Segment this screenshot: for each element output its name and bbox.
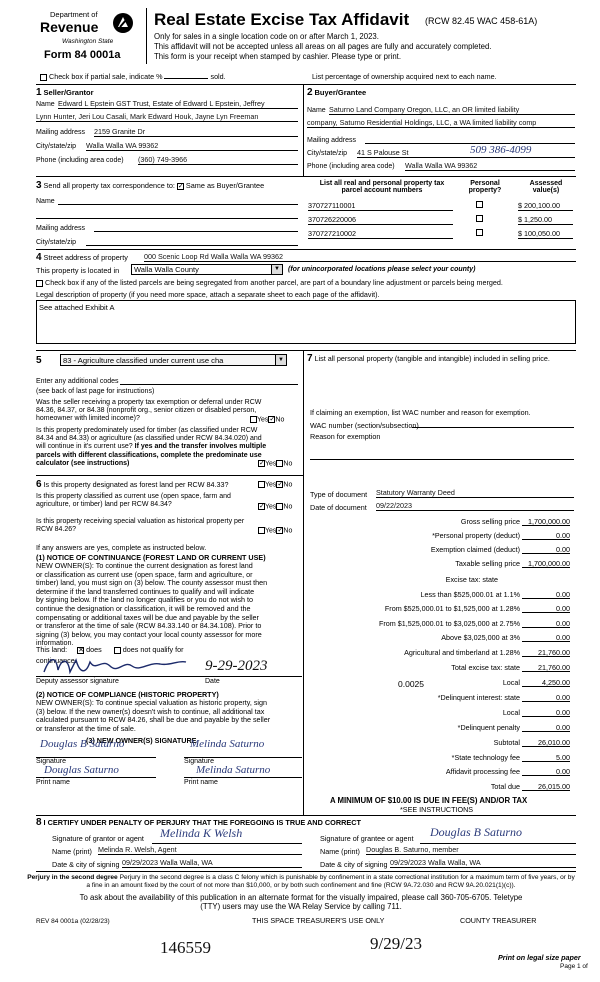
dor-logo bbox=[36, 8, 136, 66]
perjury-note: Perjury in the second degree Perjury in the second degree is a class C felony which is punishable by confinement in a state correctional institution for a maximum term of five years, or by a fine in an amount fixed by the court of not more than $10,000, or by both such confinement and fine (RCW 9A.72.030 and RCW 9A.20.021(1)(c)). bbox=[27, 874, 575, 889]
sec6-q3: Is this property receiving special valuation as historical property per RCW 84.26? bbox=[36, 518, 245, 534]
sec6-q1: 6 Is this property designated as forest land per RCW 84.33? bbox=[36, 479, 229, 490]
codes-label: Enter any additional codes bbox=[36, 378, 119, 385]
legal-label: Legal description of property (if you need more space, attach a separate sheet to each page of the affidavit). bbox=[36, 290, 380, 299]
sec5-q1-answer: Yes✓No bbox=[250, 416, 284, 423]
buyer-handwritten-phone: 509 386-4099 bbox=[470, 144, 532, 156]
tax-row: *Personal property (deduct) 0.00 bbox=[432, 531, 570, 540]
grantor-name-label: Name (print) bbox=[52, 847, 92, 856]
personal-checkbox[interactable] bbox=[476, 201, 483, 208]
seller-mail-label: Mailing address bbox=[36, 129, 86, 136]
reason-input[interactable] bbox=[310, 451, 574, 460]
grantor-date: 09/29/2023 Walla Walla, WA bbox=[122, 858, 302, 868]
sec6-q1-answer: Yes✓No bbox=[258, 481, 292, 488]
buyer-city-label: City/state/zip bbox=[307, 150, 348, 157]
codes-input[interactable] bbox=[120, 376, 298, 385]
sec3-name bbox=[58, 196, 298, 205]
notice2-heading: (2) NOTICE OF COMPLIANCE (HISTORIC PROPERTY) bbox=[36, 690, 219, 699]
certify-heading: 8 I CERTIFY UNDER PENALTY OF PERJURY THAT THE FOREGOING IS TRUE AND CORRECT bbox=[36, 817, 361, 828]
sec3-name-label: Name bbox=[36, 198, 55, 205]
parcel-row: 370727110001 $ 200,100.00 bbox=[308, 201, 573, 212]
seller-name-line2: Lynn Hunter, Jeri Lou Casali, Mark Edward Houk, Jayne Lyn Freeman bbox=[36, 112, 298, 122]
tax-row: Local 0.00 bbox=[502, 708, 570, 717]
notice2-text: NEW OWNER(S): To continue special valuation as historic property, sign (3) below. If the new owner(s) doesn't wish to continue, all additional tax calculated pursuant to RCW 84.26, shall be due and payable by the seller or transferor at the time of sale. bbox=[36, 698, 271, 733]
tax-row: Agricultural and timberland at 1.28% 21,760.00 bbox=[404, 648, 570, 657]
alt-format-note: To ask about the availability of this publication in an alternate format for the visually impaired, please call 360-705-6705. Teletype (TTY) users may use the WA Relay Service by calling 711. bbox=[79, 893, 523, 911]
continuance-label: continuance. bbox=[36, 656, 77, 665]
chevron-down-icon: ▼ bbox=[275, 355, 286, 365]
parcel-header: List all real and personal property tax parcel account numbers bbox=[319, 180, 445, 194]
buyer-phone-label: Phone (including area code) bbox=[307, 163, 395, 170]
assessor-signature bbox=[40, 652, 190, 678]
seller-name-label: Name bbox=[36, 101, 55, 108]
seller-city-label: City/state/zip bbox=[36, 143, 77, 150]
tax-row: Gross selling price 1,700,000.00 bbox=[460, 517, 570, 526]
doctype-label: Type of document bbox=[310, 490, 368, 499]
forest-no-checkbox[interactable]: ✓ bbox=[277, 481, 284, 488]
wac-label: WAC number (section/subsection) bbox=[310, 421, 419, 430]
does-checkbox[interactable]: ✕ bbox=[78, 646, 85, 654]
partial-sale-row: Check box if partial sale, indicate % sold. bbox=[40, 72, 226, 81]
wac-input[interactable] bbox=[412, 419, 574, 428]
parcel-row: 370727210002 $ 100,050.00 bbox=[308, 229, 573, 240]
sec3-mail-label: Mailing address bbox=[36, 225, 86, 232]
county-note: (for unincorporated locations please select your county) bbox=[288, 266, 476, 273]
q1-no-checkbox[interactable]: ✓ bbox=[269, 416, 276, 423]
header-note-3: This form is your receipt when stamped by cashier. Please type or print. bbox=[154, 52, 402, 61]
print-label-1: Print name bbox=[36, 779, 70, 786]
receipt-number: 146559 bbox=[160, 938, 211, 957]
form-title: Real Estate Excise Tax Affidavit bbox=[154, 10, 410, 29]
grantee-name: Douglas B. Saturno, member bbox=[366, 845, 576, 855]
notice1-heading: (1) NOTICE OF CONTINUANCE (FOREST LAND OR CURRENT USE) bbox=[36, 553, 266, 562]
owner2-signature: Melinda Saturno bbox=[190, 738, 265, 750]
county-select[interactable]: Walla Walla County ▼ bbox=[131, 264, 283, 275]
historic-no-checkbox[interactable]: ✓ bbox=[277, 527, 284, 534]
header-note-1: Only for sales in a single location code on or after March 1, 2023. bbox=[154, 32, 379, 41]
chevron-down-icon: ▼ bbox=[271, 265, 282, 274]
washington-state: Washington State bbox=[62, 38, 114, 45]
seller-city: Walla Walla WA 99362 bbox=[86, 141, 298, 151]
grantee-date-label: Date & city of signing bbox=[320, 860, 388, 869]
tax-row: From $525,000.01 to $1,525,000 at 1.28% 0.00 bbox=[384, 604, 570, 613]
buyer-phone: Walla Walla WA 99362 bbox=[405, 161, 575, 171]
doctype-value: Statutory Warranty Deed bbox=[376, 488, 574, 498]
buyer-name-label: Name bbox=[307, 107, 326, 114]
seller-name-line1: Edward L Epstein GST Trust, Estate of Edward L Epstein, Jeffrey bbox=[58, 99, 298, 109]
personal-header: Personal property? bbox=[468, 180, 502, 194]
assessor-date: 9-29-2023 bbox=[205, 658, 268, 674]
buyer-mail-label: Mailing address bbox=[307, 137, 357, 144]
tax-row: *Delinquent interest: state 0.00 bbox=[437, 693, 570, 702]
grantee-signature: Douglas B Saturno bbox=[430, 825, 523, 839]
located-label: This property is located in bbox=[36, 266, 120, 275]
seller-phone: (360) 749-3966 bbox=[138, 155, 298, 165]
sec6-q3-answer: Yes✓No bbox=[258, 527, 292, 534]
tax-row: Subtotal 26,010.00 bbox=[493, 738, 570, 747]
form-number: Form 84 0001a bbox=[44, 49, 121, 61]
q2-yes-checkbox[interactable]: ✓ bbox=[259, 460, 265, 467]
sec5-q2-answer: ✓Yes No bbox=[259, 460, 293, 468]
deputy-label: Deputy assessor signature bbox=[36, 678, 119, 685]
buyer-mail bbox=[365, 135, 575, 144]
buyer-city: 41 S Palouse St bbox=[357, 148, 575, 158]
sec7-heading: 7 List all personal property (tangible and intangible) included in selling price. bbox=[307, 353, 550, 364]
local-rate: 0.0025 bbox=[398, 679, 424, 689]
date-label: Date bbox=[205, 678, 220, 685]
rev-number: REV 84 0001a (02/28/23) bbox=[36, 918, 110, 925]
print-label-2: Print name bbox=[184, 779, 218, 786]
grantor-sig-label: Signature of grantor or agent bbox=[52, 834, 144, 843]
tax-row: Excise tax: state bbox=[445, 575, 498, 584]
codes-note: (see back of last page for instructions) bbox=[36, 388, 155, 395]
receipt-date: 9/29/23 bbox=[370, 934, 422, 953]
segregation-row: Check box if any of the listed parcels are being segregated from another parcel, are part of a boundary line adjustment or parcels being merged. bbox=[36, 278, 503, 287]
sec6-q2: Is this property classified as current use (open space, farm and agriculture, or timber) land per RCW 84.34? bbox=[36, 493, 231, 509]
county-treasurer: COUNTY TREASURER bbox=[460, 916, 537, 925]
q1-yes-checkbox[interactable] bbox=[250, 416, 257, 423]
sec5-q2: Is this property predominately used for timber (as classified under RCW 84.34 and 84.33) or agriculture (as classified under RCW 84.34.020) and will continue in it's current use? If yes and the transfer involves multiple parcels with different classifications, complete the predominate use calculator (see instructions) bbox=[36, 427, 267, 467]
ownership-note: List percentage of ownership acquired next to each name. bbox=[312, 72, 497, 81]
seller-mail: 2159 Granite Dr bbox=[94, 127, 298, 137]
minimum-note: A MINIMUM OF $10.00 IS DUE IN FEE(S) AND/OR TAX bbox=[330, 796, 528, 805]
reason-label: Reason for exemption bbox=[310, 432, 381, 441]
revenue-word: Revenue bbox=[40, 19, 99, 35]
historic-yes-checkbox[interactable] bbox=[258, 527, 265, 534]
sec5-number: 5 bbox=[36, 355, 42, 366]
page-number: Page 1 of bbox=[560, 963, 588, 970]
seller-phone-label: Phone (including area code) bbox=[36, 157, 124, 164]
tax-row: Less than $525,000.01 at 1.1% 0.00 bbox=[420, 590, 570, 599]
tax-row: Taxable selling price 1,700,000.00 bbox=[455, 559, 570, 568]
street-address: 000 Scenic Loop Rd Walla Walla WA 99362 bbox=[144, 252, 576, 262]
header-note-2: This affidavit will not be accepted unless all areas on all pages are fully and accurately completed. bbox=[154, 42, 492, 51]
docdate-value: 09/22/2023 bbox=[376, 501, 574, 511]
owner2-print: Melinda Saturno bbox=[196, 764, 271, 776]
sec3-city-label: City/state/zip bbox=[36, 239, 77, 246]
same-as-buyer-checkbox[interactable]: ✓ bbox=[177, 182, 184, 190]
partial-sale-checkbox[interactable] bbox=[40, 74, 47, 81]
see-instructions: *SEE INSTRUCTIONS bbox=[400, 805, 474, 814]
land-qualify-row: This land: ✕ does does not qualify for bbox=[36, 645, 184, 654]
tax-row: From $1,525,000.01 to $3,025,000 at 2.75% 0.00 bbox=[378, 619, 570, 628]
sec5-select[interactable]: 83 - Agriculture classified under current use cha ▼ bbox=[60, 354, 287, 366]
tax-row: Above $3,025,000 at 3% 0.00 bbox=[441, 633, 570, 642]
notice1-text: NEW OWNER(S): To continue the current designation as forest land or classification as current use (open space, farm and agriculture, or timber) land, you must sign on (3) below. The county assessor must then determine if the land transferred continues to qualify and will indicate by signing below. If the land no longer qualifies or you do not wish to continue the designation or classification, it will be removed and the compensating or additional taxes will be due and payable by the seller or transferor at the time of sale (RCW 84.33.140 or 84.34.108). Prior to signing (3) below, you may contact your local county assessor for more information. bbox=[36, 561, 268, 648]
owner1-print: Douglas Saturno bbox=[44, 764, 119, 776]
grantor-date-label: Date & city of signing bbox=[52, 860, 120, 869]
personal-checkbox[interactable] bbox=[476, 215, 483, 222]
tax-row: Total excise tax: state 21,760.00 bbox=[451, 663, 570, 672]
tax-row: Local 4,250.00 bbox=[502, 678, 570, 687]
personal-checkbox[interactable] bbox=[476, 229, 483, 236]
owner1-signature: Douglas B Saturno bbox=[40, 738, 125, 750]
parcel-row: 370726220006 $ 1,250.00 bbox=[308, 215, 573, 226]
exempt-label: If claiming an exemption, list WAC number and reason for exemption. bbox=[310, 408, 531, 417]
if-any-note: If any answers are yes, complete as instructed below. bbox=[36, 543, 207, 552]
dept-of: Department of bbox=[50, 10, 98, 19]
street-row: 4 Street address of property bbox=[36, 252, 128, 263]
sec3-name2 bbox=[36, 210, 298, 219]
grantee-name-label: Name (print) bbox=[320, 847, 360, 856]
tax-row: Affidavit processing fee 0.00 bbox=[445, 767, 570, 776]
form-rcw: (RCW 82.45 WAC 458-61A) bbox=[425, 16, 538, 26]
sig-label-1: Signature bbox=[36, 758, 66, 765]
dor-logo-icon bbox=[112, 12, 134, 34]
assessed-header: Assessed value(s) bbox=[529, 180, 563, 194]
segregation-checkbox[interactable] bbox=[36, 280, 43, 287]
grantee-sig-label: Signature of grantee or agent bbox=[320, 834, 414, 843]
tax-row: *State technology fee 5.00 bbox=[451, 753, 570, 762]
currentuse-yes-checkbox[interactable]: ✓ bbox=[259, 503, 265, 510]
notice3-heading: (3) NEW OWNER(S) SIGNATURE bbox=[86, 736, 197, 745]
tax-row: Exemption claimed (deduct) 0.00 bbox=[430, 545, 570, 554]
sec3-heading: 3 Send all property tax correspondence to: ✓ Same as Buyer/Grantee bbox=[36, 180, 265, 191]
docdate-label: Date of document bbox=[310, 503, 367, 512]
sec3-city bbox=[86, 237, 298, 246]
buyer-heading: 2 Buyer/Grantee bbox=[307, 87, 367, 98]
sec3-mail bbox=[94, 223, 298, 232]
treasurer-space: THIS SPACE TREASURER'S USE ONLY bbox=[252, 916, 385, 925]
buyer-name-line2: company, Saturno Residential Holdings, LLC, a WA limited liability comp bbox=[307, 118, 575, 128]
legal-description[interactable]: See attached Exhibit A bbox=[36, 300, 576, 344]
legal-size-note: Print on legal size paper bbox=[498, 953, 581, 962]
grantor-signature: Melinda K Welsh bbox=[160, 826, 243, 840]
tax-row: Total due 26,015.00 bbox=[490, 782, 570, 791]
sig-label-2: Signature bbox=[184, 758, 214, 765]
grantee-date: 09/29/2023 Walla Walla, WA bbox=[390, 858, 576, 868]
sec6-q2-answer: ✓Yes No bbox=[259, 503, 293, 511]
buyer-name-line1: Saturno Land Company Oregon, LLC, an OR limited liability bbox=[329, 105, 575, 115]
sec5-q1: Was the seller receiving a property tax exemption or deferral under RCW 84.36, 84.37, or 84.38 (nonprofit org., senior citizen or disabled person, homeowner with limited income)? bbox=[36, 399, 262, 423]
grantor-name: Melinda R. Welsh, Agent bbox=[98, 845, 302, 855]
seller-heading: 1 Seller/Grantor bbox=[36, 87, 94, 98]
forest-yes-checkbox[interactable] bbox=[258, 481, 265, 488]
tax-row: *Delinquent penalty 0.00 bbox=[457, 723, 570, 732]
